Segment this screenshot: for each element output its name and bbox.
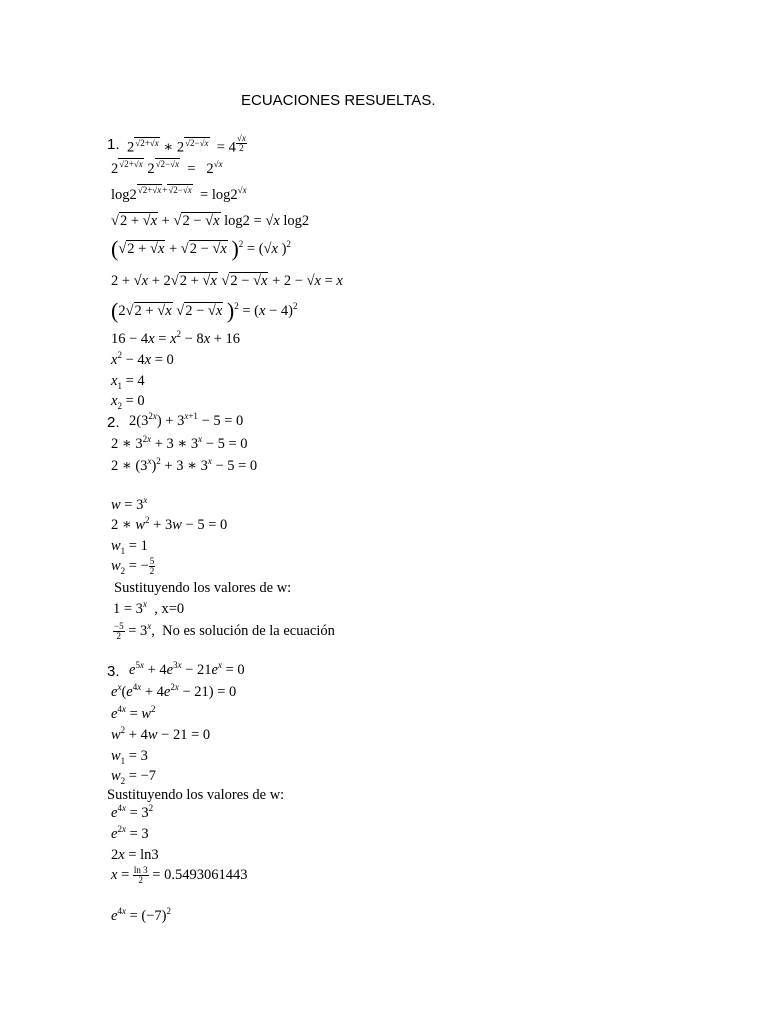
eq-1-9: $x^2 - 4x = 0$ — [111, 350, 174, 368]
eq-3-5: $w_1 = 3$ — [111, 748, 148, 766]
problem-number-1: 1. — [107, 136, 120, 153]
eq-2-7: $w_2$ = − $\frac{5}{2}$ — [111, 556, 155, 577]
eq-3-7: $e^{4x} = 3^2$ — [111, 803, 154, 821]
eq-1-3: $\log 2^{√2+√x+√2-√x} = \log 2^{√x}$ — [111, 185, 247, 203]
substitute-text-3: Sustituyendo los valores de w: — [107, 787, 285, 803]
eq-1-11: $x_2 = 0$ — [111, 393, 145, 411]
eq-3-9: 2x = ln3 — [111, 847, 159, 863]
eq-2-3: 2 ∗ $(3^x)^2 + 3$ ∗ $3^x - 5 = 0$ — [111, 456, 258, 474]
eq-3-2: $e^x(e^{4x} + 4e^{2x} - 21) = 0$ — [111, 682, 237, 700]
eq-1-1: $2^{√2+√x}$ ∗ $2^{√2-√x} = 4$ $^{\frac{√x}{2}}$ — [127, 133, 246, 156]
x0-text: , x=0 — [154, 601, 185, 617]
eq-1-4: √2 + √x + √2 − √x log2 = √x log2 — [111, 213, 310, 229]
eq-3-4: $w^2 + 4w - 21 = 0$ — [111, 725, 211, 743]
w1-value-2: 1 — [140, 538, 148, 554]
eq-2-1: $2(3^{2x}) + 3^{x+1} - 5 = 0$ — [129, 411, 244, 429]
eq-3-10: x = $\frac{\ln 3}{2}$ = 0.5493061443 — [111, 865, 248, 886]
ln3-decimal: 0.5493061443 — [164, 867, 248, 883]
eq-2-2: 2 ∗ $3^{2x} + 3$ ∗ $3^x - 5 = 0$ — [111, 434, 248, 452]
w1-value-3: 3 — [140, 748, 148, 764]
x2-value: 0 — [137, 393, 145, 409]
eq-2-4: $w = 3^x$ — [111, 495, 148, 513]
eq-3-8: $e^{2x} = 3$ — [111, 824, 149, 842]
eq-2-8: $1 = 3^x$ , x=0 — [113, 599, 185, 617]
page-title: ECUACIONES RESUELTAS. — [241, 92, 436, 109]
eq-1-10: $x_1 = 4$ — [111, 373, 145, 391]
eq-2-6: $w_1 = 1$ — [111, 538, 148, 556]
eq-1-2: $2^{√2+√x}$ $2^{√2-√x} = 2^{√x}$ — [111, 159, 223, 177]
eq-2-9: $\frac{-5}{2}$ = $3^x$, No es solución de la ecuación — [114, 621, 335, 642]
eq-1-8: $16 - 4x = x^2 - 8x + 16$ — [111, 329, 241, 347]
x1-value: 4 — [137, 373, 145, 389]
w2-value-3: −7 — [140, 768, 157, 784]
problem-number-2: 2. — [107, 414, 120, 431]
eq-3-1: $e^{5x} + 4e^{3x} - 21e^x = 0$ — [129, 660, 245, 678]
eq-1-6: 2 + √x + 2√2 + √x √2 − √x + 2 − √x = x — [111, 273, 343, 289]
eq-1-7: (2√2 + √x √2 − √x )$^2 = (x - 4)^2$ — [111, 298, 298, 323]
no-solution-text: No es solución de la ecuación — [162, 623, 335, 639]
eq-3-3: $e^{4x} = w^2$ — [111, 704, 156, 722]
problem-number-3: 3. — [107, 663, 120, 680]
eq-3-6: $w_2 = -7$ — [111, 768, 157, 786]
substitute-text-2: Sustituyendo los valores de w: — [114, 580, 292, 596]
eq-3-11: $e^{4x} = (-7)^2$ — [111, 906, 171, 924]
eq-1-5: (√2 + √x + √2 − √x )$^2$ = (√x )$^2$ — [111, 236, 291, 261]
eq-2-5: 2 ∗ $w^2 + 3w - 5 = 0$ — [111, 515, 228, 533]
